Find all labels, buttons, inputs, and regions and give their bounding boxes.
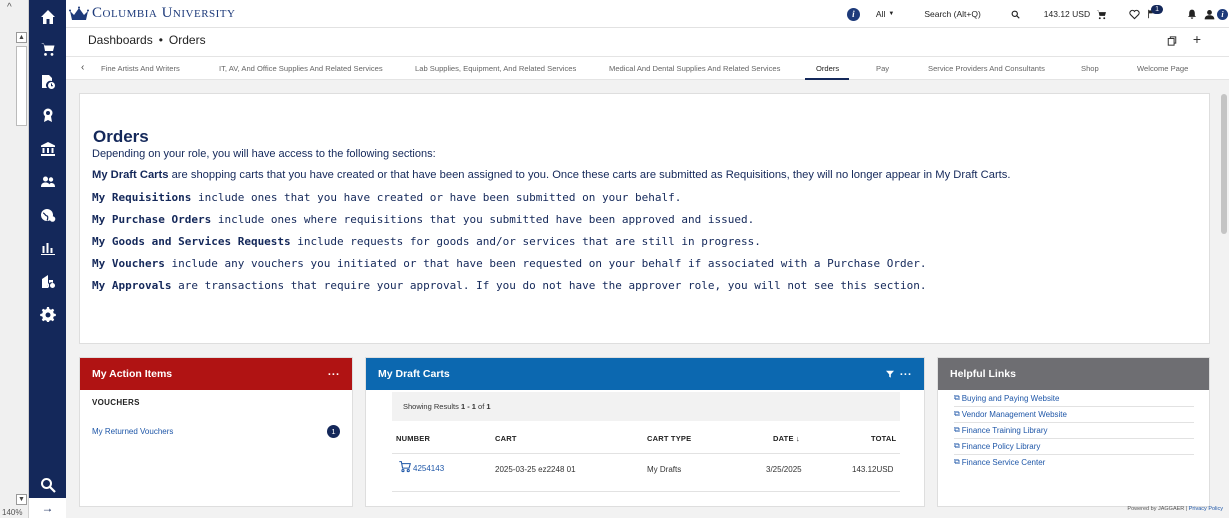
cart-outline-icon [398, 460, 412, 473]
globe-settings-icon[interactable] [29, 204, 66, 226]
orders-title: Orders [93, 127, 149, 146]
breadcrumb-separator: • [158, 33, 163, 47]
dashboard-tabs [66, 56, 1229, 80]
vouchers-section-heading: VOUCHERS [92, 398, 140, 407]
user-help-icon[interactable]: i [1217, 9, 1228, 20]
orders-info-card [79, 93, 1210, 344]
link-finance-policy[interactable]: ⧉ Finance Policy Library [954, 441, 1194, 455]
column-header-total[interactable]: TOTAL [871, 434, 897, 443]
shopping-cart-icon[interactable] [29, 38, 66, 60]
cart-number-link[interactable]: 4254143 [413, 464, 445, 473]
column-header-cart-type[interactable]: CART TYPE [647, 434, 692, 443]
search-scope-select[interactable] [876, 9, 894, 19]
sort-desc-arrow-icon: ↓ [795, 434, 800, 443]
helpful-links-header [938, 358, 1209, 390]
search-icon[interactable] [29, 474, 66, 496]
action-items-header [80, 358, 352, 390]
cart-total-cell: 143.12USD [852, 465, 894, 474]
helpful-links-title: Helpful Links [950, 368, 1016, 380]
column-header-date[interactable]: DATE ↓ [773, 434, 800, 443]
link-vendor-management[interactable]: ⧉ Vendor Management Website [954, 409, 1194, 423]
search-submit-icon[interactable] [1011, 10, 1020, 19]
bell-icon[interactable] [1187, 9, 1197, 19]
search-input[interactable] [924, 9, 980, 19]
active-tab-indicator [805, 78, 849, 80]
helpful-links-widget [937, 357, 1210, 507]
orders-item-vouchers: My Vouchers include any vouchers you initiated or that have been requested on your behalf if associated with a Purchase Order. [92, 257, 927, 270]
header-divider [392, 453, 900, 454]
breadcrumb-current: Orders [168, 33, 206, 47]
home-icon[interactable] [29, 6, 66, 28]
crown-icon [69, 6, 89, 22]
tab-fine-artists[interactable]: Fine Artists And Writers [101, 64, 180, 73]
tab-lab-supplies[interactable]: Lab Supplies, Equipment, And Related Services [415, 64, 577, 73]
external-link-icon: ⧉ [954, 457, 960, 466]
my-draft-carts-widget [365, 357, 925, 507]
scroll-up-button[interactable]: ▲ [16, 32, 27, 43]
bank-icon[interactable] [29, 138, 66, 160]
help-icon[interactable]: i [847, 8, 860, 21]
column-header-cart[interactable]: CART [495, 434, 517, 443]
action-items-title: My Action Items [92, 368, 173, 380]
filter-icon[interactable] [886, 369, 894, 381]
cart-name-cell: 2025-03-25 ez2248 01 [495, 465, 576, 474]
action-items-more-icon[interactable]: ... [327, 366, 340, 378]
results-summary: Showing Results 1 - 1 of 1 [392, 392, 900, 421]
my-returned-vouchers-link[interactable]: My Returned Vouchers [92, 427, 174, 436]
zoom-level: 140% [2, 508, 23, 517]
tab-shop[interactable]: Shop [1081, 64, 1099, 73]
scroll-down-button[interactable]: ▼ [16, 494, 27, 505]
award-icon[interactable] [29, 104, 66, 126]
draft-carts-title: My Draft Carts [378, 368, 450, 380]
search-scope-value: All [875, 9, 886, 19]
page-scrollbar[interactable] [1219, 80, 1229, 504]
user-avatar-icon[interactable] [1204, 9, 1215, 20]
top-header [66, 0, 1229, 28]
breadcrumb-dashboards[interactable]: Dashboards [88, 33, 153, 47]
external-link-icon: ⧉ [954, 393, 960, 402]
favorites-heart-icon[interactable] [1129, 9, 1140, 20]
scroll-thumb[interactable] [16, 46, 27, 126]
link-finance-service-center[interactable]: ⧉ Finance Service Center [954, 457, 1046, 467]
external-link-icon: ⧉ [954, 409, 960, 418]
draft-carts-header [366, 358, 924, 390]
orders-item-purchase-orders: My Purchase Orders include ones where requisitions that you submitted have been approved and issued. [92, 213, 755, 226]
tab-orders[interactable]: Orders [816, 64, 840, 73]
cart-total[interactable]: 143.12 USD [1043, 9, 1091, 19]
tab-service-providers[interactable]: Service Providers And Consultants [928, 64, 1045, 73]
my-action-items-widget [79, 357, 353, 507]
scroll-up-arrow-icon[interactable]: ^ [7, 2, 12, 13]
powered-by-text: Powered by JAGGAER [1127, 506, 1185, 512]
expand-arrow-icon[interactable]: → [29, 498, 66, 518]
cart-type-cell: My Drafts [647, 465, 682, 474]
orders-intro: Depending on your role, you will have access to the following sections: [92, 148, 436, 160]
cart-date-cell: 3/25/2025 [766, 465, 802, 474]
external-link-icon: ⧉ [954, 441, 960, 450]
notification-count-badge: 1 [1151, 5, 1163, 14]
column-header-number[interactable]: NUMBER [396, 434, 431, 443]
breadcrumb-bar [66, 28, 1229, 56]
orders-item-approvals: My Approvals are transactions that require your approval. If you do not have the approver role, you will not see this section. [92, 279, 927, 292]
window-scrollbar[interactable] [0, 0, 29, 518]
draft-carts-more-icon[interactable]: ... [899, 366, 912, 378]
cart-icon[interactable] [1096, 9, 1107, 20]
university-name: Columbia University [92, 5, 236, 21]
page-footer: Powered by JAGGAER | Privacy Policy [1127, 506, 1223, 512]
building-settings-icon[interactable] [29, 270, 66, 292]
bar-chart-icon[interactable] [29, 237, 66, 259]
table-row-number[interactable] [398, 460, 444, 473]
tab-it-av-office[interactable]: IT, AV, And Office Supplies And Related Services [219, 64, 383, 73]
orders-item-draft-carts: My Draft Carts are shopping carts that you have created or that have been assigned to you. Once these carts are submitted as Requisitions, they will no longer appear in My Draft Carts. [92, 169, 1011, 181]
users-icon[interactable] [29, 171, 66, 193]
tab-pay[interactable]: Pay [876, 64, 890, 73]
tab-medical-dental[interactable]: Medical And Dental Supplies And Related Services [609, 64, 781, 73]
add-dashboard-plus-icon[interactable]: + [1192, 31, 1201, 47]
privacy-policy-link[interactable]: Privacy Policy [1188, 506, 1223, 512]
tabs-prev-chevron-icon[interactable]: ‹ [81, 62, 85, 73]
row-divider [392, 491, 900, 492]
returned-vouchers-count-badge: 1 [327, 425, 340, 438]
gear-icon[interactable] [29, 303, 66, 325]
breadcrumb [88, 33, 206, 47]
chevron-down-icon: ▼ [888, 11, 895, 17]
external-link-icon: ⧉ [954, 425, 960, 434]
flag-icon[interactable] [1148, 5, 1163, 19]
document-clock-icon[interactable] [29, 71, 66, 93]
university-logo[interactable] [69, 5, 235, 22]
link-finance-training[interactable]: ⧉ Finance Training Library [954, 425, 1194, 439]
link-buying-paying[interactable]: ⧉ Buying and Paying Website [954, 393, 1194, 407]
nav-sidebar [29, 0, 66, 518]
orders-item-goods-services: My Goods and Services Requests include requests for goods and/or services that are still in progress. [92, 235, 761, 248]
orders-item-requisitions: My Requisitions include ones that you have created or have been submitted on your behalf. [92, 191, 682, 204]
tab-welcome-page[interactable]: Welcome Page [1137, 64, 1189, 73]
search-placeholder: Search (Alt+Q) [924, 9, 981, 19]
copy-page-icon[interactable] [1167, 33, 1177, 49]
page-scroll-thumb[interactable] [1221, 94, 1227, 234]
